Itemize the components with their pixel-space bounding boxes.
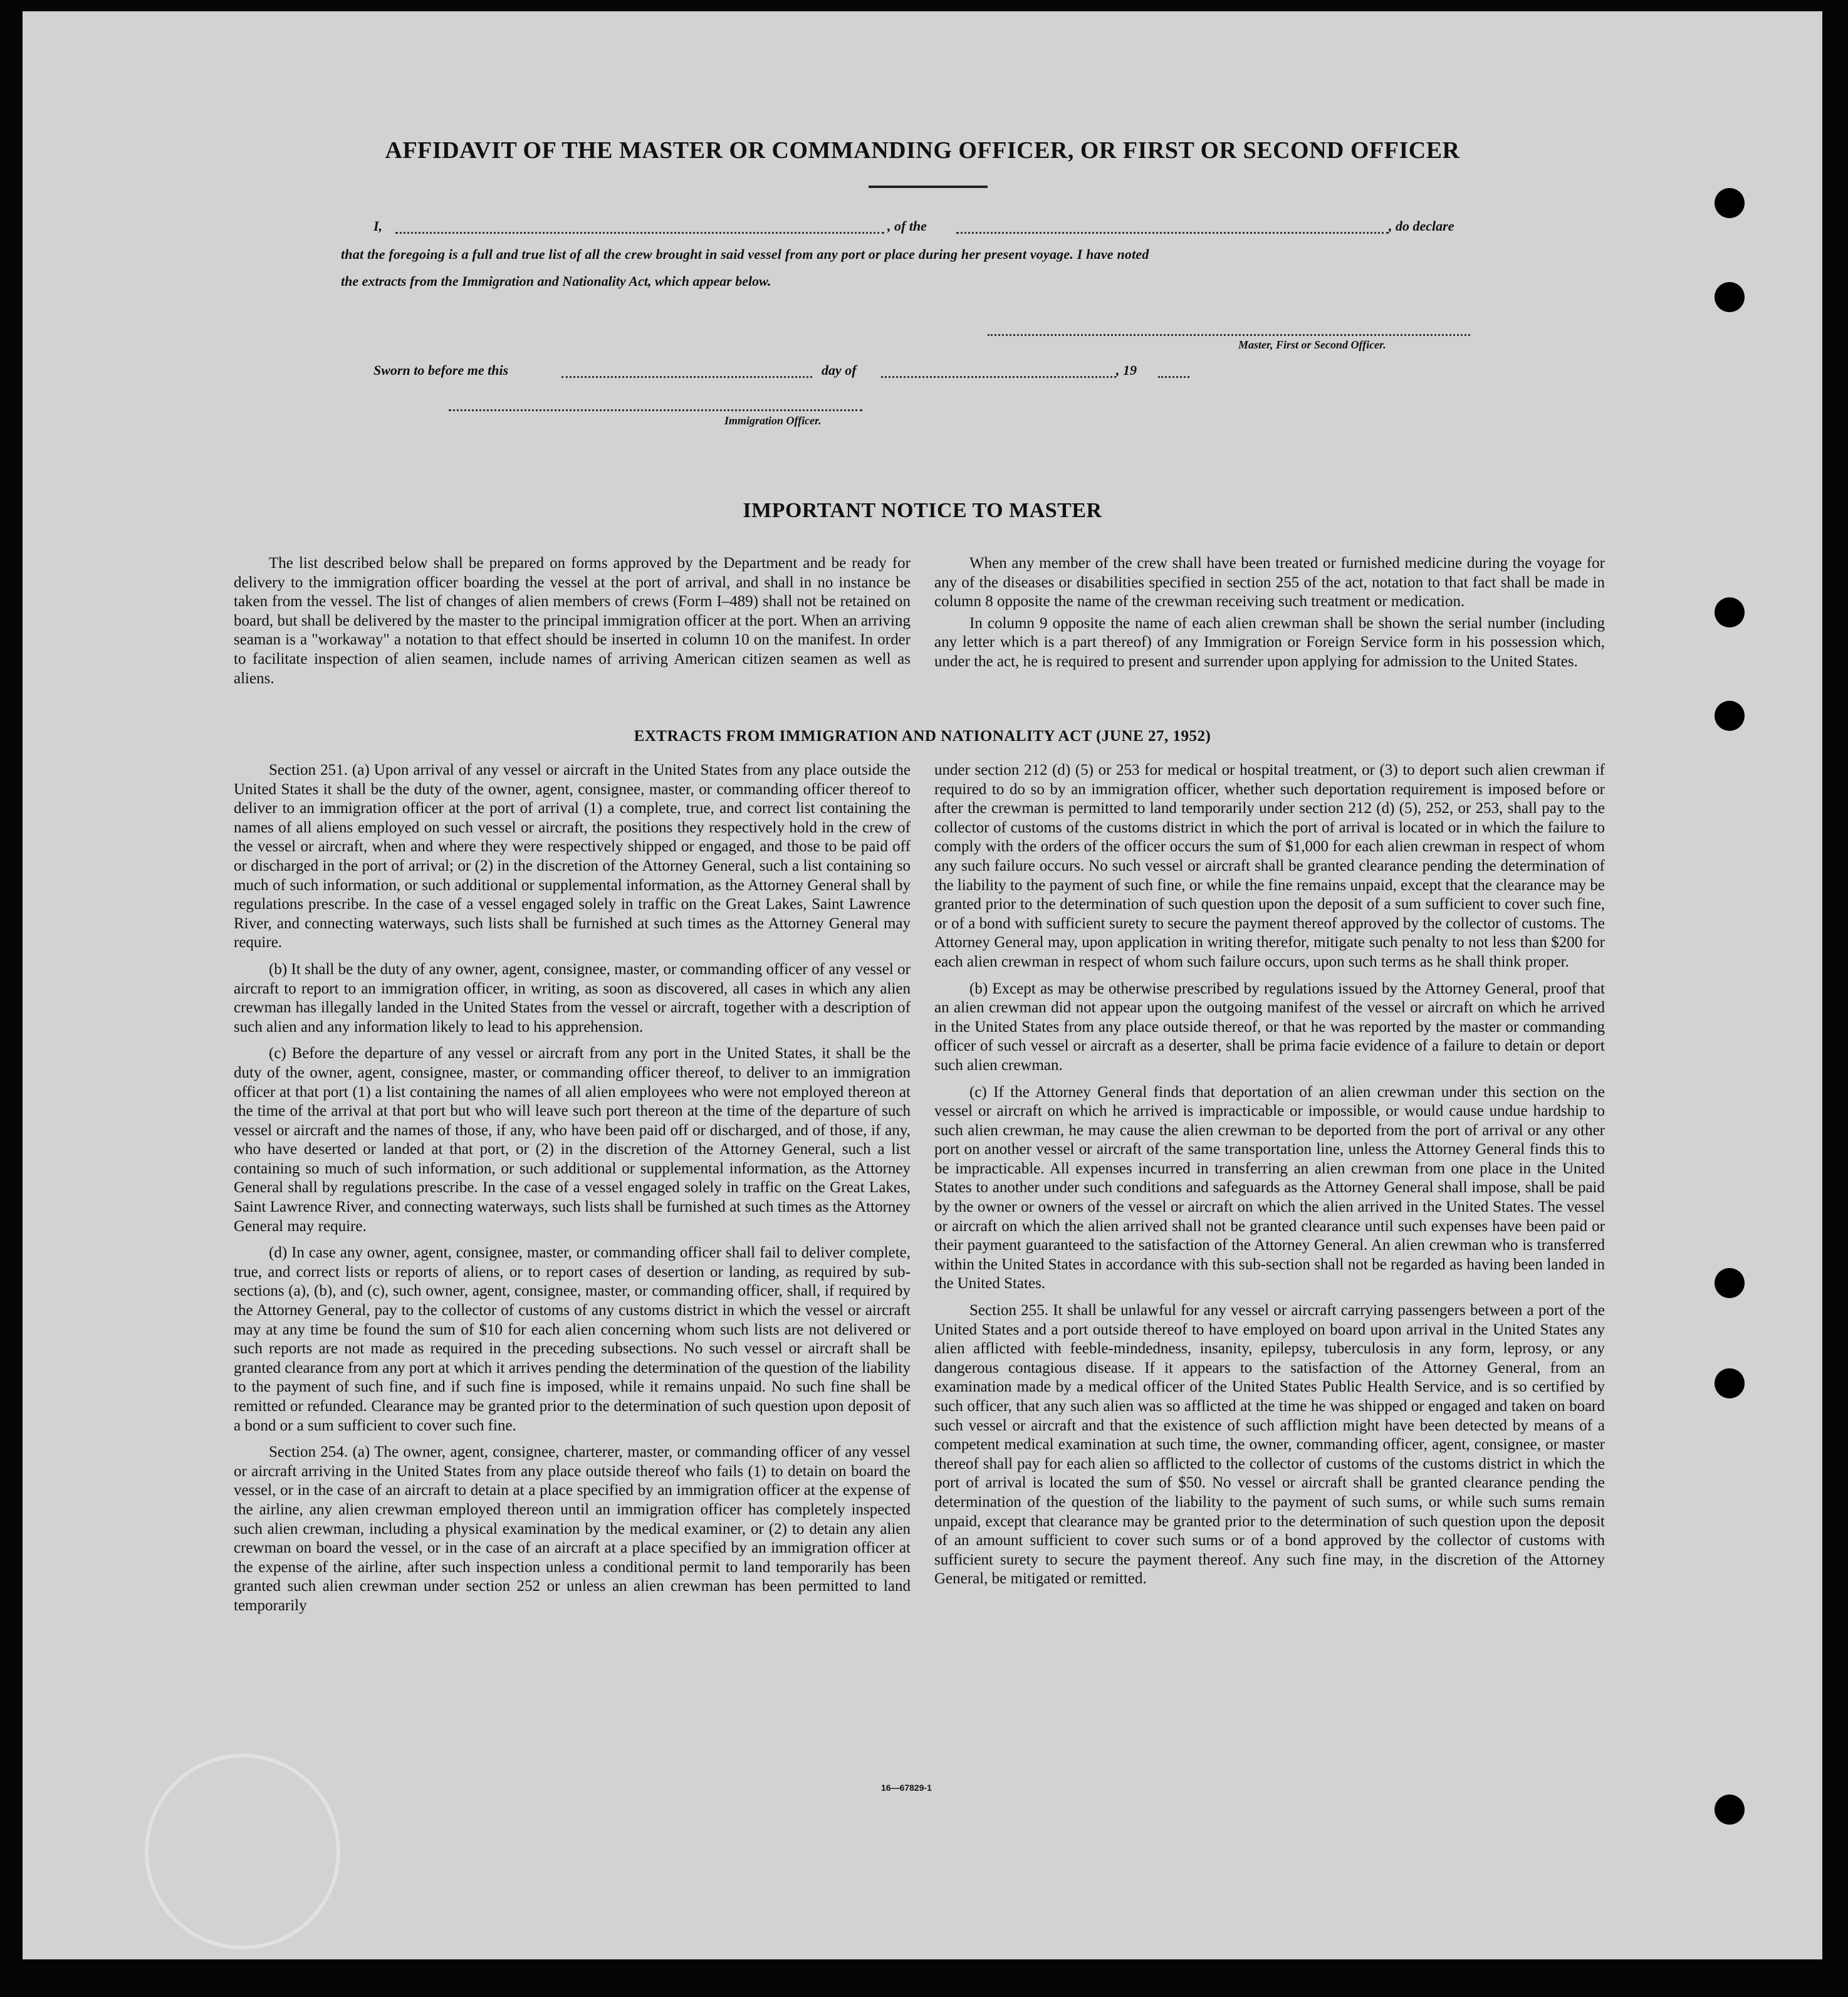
name-blank[interactable]: [395, 232, 884, 234]
punch-hole: [1715, 701, 1745, 731]
section-254-a: Section 254. (a) The owner, agent, consignee, charterer, master, or commanding officer of any vessel or aircraft arriving in the United States from any place outside thereof who fails (1) to detain on board the vessel, or in the case of an aircraft to detain at a place specified by an immigration officer at the expense of the airline, any alien crewman employed thereon until an immigration officer has completely inspected such alien crewman, including a physical examination by the medical examiner, or (2) to detain any alien crewman on board the vessel, or in the case of an aircraft at a place specified by an immigration officer at the expense of the airline, after such inspection unless a conditional permit to land temporarily has been granted such alien crewman under section 252 or unless an alien crewman has been permitted to land temporarily: [234, 1444, 911, 1614]
notice-heading: IMPORTANT NOTICE TO MASTER: [743, 499, 1102, 522]
extracts-right-column: [934, 761, 1605, 1596]
punch-hole: [1715, 1268, 1745, 1298]
master-signature-blank[interactable]: [988, 334, 1470, 336]
document-page: [23, 11, 1822, 1959]
punch-hole: [1715, 1795, 1745, 1825]
embossed-seal: [145, 1754, 340, 1949]
section-254-c: (c) If the Attorney General finds that deportation of an alien crewman under this section on the vessel or aircraft on which he arrived is impracticable or impossible, or would cause undue hardship to such alien crewman, he may cause the alien crewman to be deported from the port of arrival or any other port on another vessel or aircraft of the same transportation line, unless the Attorney General finds this to be impracticable. All expenses incurred in transferring an alien crewman from one place in the United States to another under such conditions and safeguards as the Attorney General shall impose, shall be paid by the owner or owners of the vessel or aircraft on which the alien arrived in the United States. The vessel or aircraft on which the alien arrived shall not be granted clearance until such expenses have been paid or their payment guaranteed to the satisfaction of the Attorney General. An alien crewman who is transferred within the United States in accordance with this sub-section shall not be regarded as having been landed in the United States.: [934, 1083, 1605, 1292]
section-251-a: Section 251. (a) Upon arrival of any vessel or aircraft in the United States from any place outside the United States it shall be the duty of the owner, agent, consignee, master, or commanding officer thereof to deliver to an immigration officer at the port of arrival (1) a complete, true, and correct list containing the names of all aliens employed on such vessel or aircraft, the positions they respectively hold in the crew of the vessel or aircraft, when and where they were respectively shipped or engaged, and those to be paid off or discharged in the port of arrival; or (2) in the discretion of the Attorney General, such a list containing so much of such information, or such additional or supplemental information, as the Attorney General shall by regulations prescribe. In the case of a vessel engaged solely in traffic on the Great Lakes, Saint Lawrence River, and connecting waterways, such lists shall be furnished at such times as the Attorney General may require.: [234, 762, 911, 951]
section-254-a-continued: under section 212 (d) (5) or 253 for medical or hospital treatment, or (3) to deport such alien crewman if required to do so by an immigration officer, whether such deportation requirement is imposed before or after the crewman is permitted to land temporarily under section 212 (d) (5), 252, or 253, shall pay to the collector of customs of the customs district in which the port of arrival is located or in which the failure to comply with the orders of the officer occurs the sum of $1,000 for each alien crewman in respect of whom any such failure occurs. No such vessel or aircraft shall be granted clearance pending the determination of the liability to the payment of such fine, or while the fine remains unpaid, except that the clearance may be granted prior to the determination of such question upon the deposit of a sum sufficient to cover such fine, or of a bond with sufficient surety to secure the payment thereof approved by the collector of customs. The Attorney General may, upon application in writing therefor, mitigate such penalty to not less than $200 for each alien crewman in respect of whom such failure occurs, upon such terms as he shall think proper.: [934, 762, 1605, 970]
vessel-blank[interactable]: [956, 232, 1389, 234]
section-255: Section 255. It shall be unlawful for any vessel or aircraft carrying passengers between a port of the United States and a port outside thereof to have employed on board upon arrival in the United States any alien afflicted with feeble-mindedness, insanity, epilepsy, tuberculosis in any form, leprosy, or any dangerous contagious disease. If it appears to the satisfaction of the Attorney General, from an examination made by a medical officer of the United States Public Health Service, and is so certified by such officer, that any such alien was so afflicted at the time he was shipped or engaged and taken on board such vessel or aircraft and that the existence of such affliction might have been detected by means of a competent medical examination at such time, the owner, commanding officer, agent, consignee, or master thereof shall pay for each alien so afflicted to the collector of customs of the customs district in which the port of arrival is located the sum of $50. No vessel or aircraft shall be granted clearance pending the determination of the question of the liability to the payment of such sums, or while such sums remain unpaid, except that clearance may be granted prior to the determination of such question upon the deposit of an amount sufficient to cover such sums or of a bond approved by the collector of customs with sufficient surety to secure the payment thereof. Any such fine may, in the discretion of the Attorney General, be mitigated or remitted.: [934, 1302, 1605, 1588]
sworn-date-blank[interactable]: [561, 376, 812, 378]
extracts-heading: EXTRACTS FROM IMMIGRATION AND NATIONALITY ACT (JUNE 27, 1952): [634, 728, 1211, 745]
notice-left-paragraph: The list described below shall be prepared on forms approved by the Department and be ready for delivery to the immigration officer boarding the vessel at the port of arrival, and shall in no instance be taken from the vessel. The list of changes of alien members of crews (Form I–489) shall not be retained on board, but shall be delivered by the master to the principal immigration officer at the port. When an arriving seaman is a "workaway" a notation to that effect should be inserted in column 10 on the manifest. In order to facilitate inspection of alien seamen, include names of arriving American citizen seamen as well as aliens.: [234, 555, 911, 687]
year-label: , 19: [1116, 362, 1137, 378]
declaration-line-3: the extracts from the Immigration and Nationality Act, which appear below.: [341, 273, 771, 289]
affidavit-prefix: I,: [373, 218, 383, 234]
notice-right-column: [934, 554, 1605, 679]
declaration-line-2: that the foregoing is a full and true list of all the crew brought in said vessel from any port or place during her present voyage. I have noted: [341, 246, 1149, 262]
section-251-c: (c) Before the departure of any vessel or aircraft from any port in the United States, it shall be the duty of the owner, agent, consignee, master, or commanding officer thereof, to deliver to an immigration officer at that port (1) a list containing the names of all alien employees who were not employed thereon at the time of the arrival at that port but who will leave such port thereon at the time of the departure of such vessel or aircraft and the names of those, if any, who have been paid off or discharged, and of those, if any, who have deserted or landed at that port, or (2) in the discretion of the Attorney General, such a list containing so much of such information, or such additional or supplemental information, as the Attorney General shall by regulations prescribe. In the case of a vessel engaged solely in traffic on the Great Lakes, Saint Lawrence River, and connecting waterways, such lists shall be furnished at such times as the Attorney General may require.: [234, 1045, 911, 1235]
year-blank[interactable]: [1158, 376, 1189, 378]
of-the-label: , of the: [887, 218, 927, 234]
notice-right-paragraph-2: In column 9 opposite the name of each alien crewman shall be shown the serial number (including any letter which is a part thereof) of any Immigration or Foreign Service form in his possession which, under the act, he is required to present and surrender upon applying for admission to the United States.: [934, 614, 1605, 670]
section-251-b: (b) It shall be the duty of any owner, agent, consignee, master, or commanding officer of any vessel or aircraft to report to an immigration officer, in writing, as soon as discovered, all cases in which any alien crewman has illegally landed in the United States from the vessel or aircraft, together with a description of such alien and any information likely to lead to his apprehension.: [234, 960, 911, 1035]
form-code: 16—67829-1: [881, 1783, 932, 1793]
do-declare-label: , do declare: [1389, 218, 1454, 234]
section-254-b: (b) Except as may be otherwise prescribed by regulations issued by the Attorney General, proof that an alien crewman did not appear upon the outgoing manifest of the vessel or aircraft on which he arrived in the United States from any place outside thereof, or that he was reported by the master or commanding officer of such vessel or aircraft as a deserter, shall be prima facie evidence of a failure to detain or deport such alien crewman.: [934, 980, 1605, 1074]
title-rule: [869, 186, 988, 188]
month-blank[interactable]: [881, 376, 1116, 378]
punch-hole: [1715, 188, 1745, 218]
master-caption: Master, First or Second Officer.: [1238, 338, 1386, 351]
notice-right-paragraph-1: When any member of the crew shall have been treated or furnished medicine during the voyage for any of the diseases or disabilities specified in section 255 of the act, notation to that fact shall be made in column 8 opposite the name of the crewman receiving such treatment or medication.: [934, 555, 1605, 611]
extracts-left-column: [234, 761, 911, 1623]
day-of-label: day of: [822, 362, 857, 378]
notice-left-column: [234, 554, 911, 696]
officer-caption: Immigration Officer.: [724, 414, 822, 427]
punch-hole: [1715, 597, 1745, 627]
punch-hole: [1715, 282, 1745, 312]
affidavit-title: AFFIDAVIT OF THE MASTER OR COMMANDING OFFICER, OR FIRST OR SECOND OFFICER: [385, 137, 1460, 164]
section-251-d: (d) In case any owner, agent, consignee, master, or commanding officer shall fail to deliver complete, true, and correct lists or reports of aliens, or to report cases of desertion or landing, as required by sub-sections (a), (b), and (c), such owner, agent, consignee, master, or commanding officer, shall, if required by the Attorney General, pay to the collector of customs of any customs district in which the vessel or aircraft may at any time be found the sum of $10 for each alien concerning whom such lists are not delivered or such reports are not made as required in the preceding subsections. No such vessel or aircraft shall be granted clearance from any port at which it arrives pending the determination of the question of the liability to the payment of such fine, and if such fine is imposed, while it remains unpaid. No such fine shall be remitted or refunded. Clearance may be granted prior to the determination of such question upon deposit of a bond or a sum sufficient to cover such fine.: [234, 1244, 911, 1434]
sworn-label: Sworn to before me this: [373, 362, 509, 378]
officer-signature-blank[interactable]: [449, 409, 862, 411]
punch-hole: [1715, 1368, 1745, 1398]
